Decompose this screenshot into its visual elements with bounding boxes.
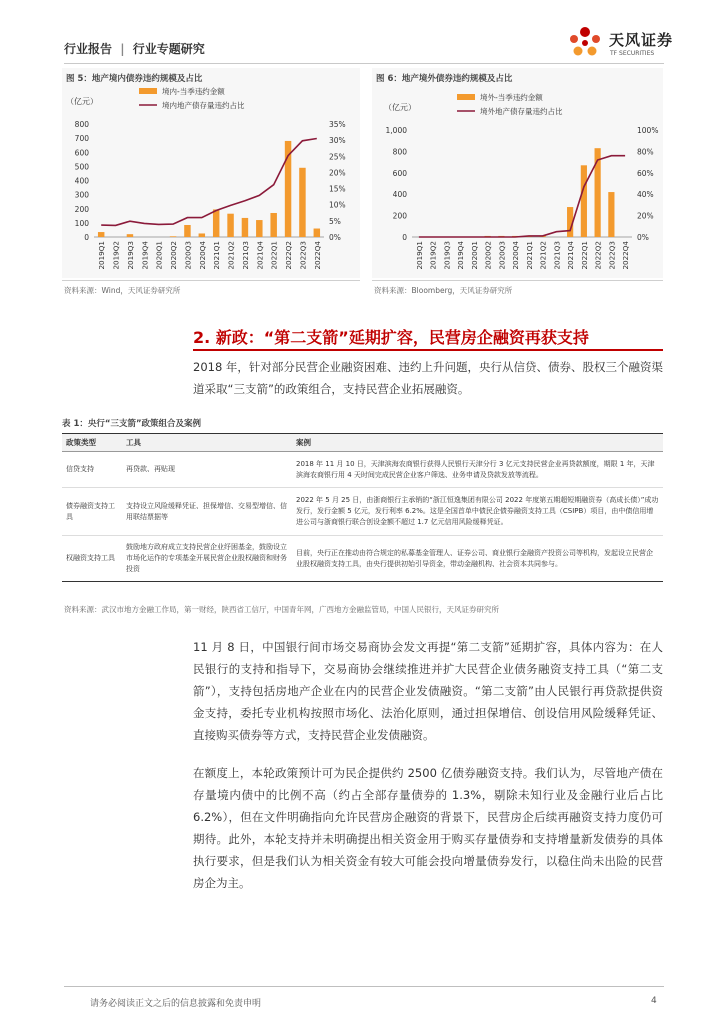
logo-name-en: TF SECURITIES	[610, 50, 655, 57]
table-title: 表 1：央行“三支箭”政策组合及案例	[62, 419, 202, 429]
x-tick-label: 2020Q2	[483, 241, 493, 270]
figure5-source-divider	[62, 280, 360, 281]
legend-bar-label: 境外-当季违约金额	[480, 93, 543, 102]
section-title-underline	[193, 349, 663, 351]
policy-tool-cell: 鼓励地方政府成立支持民营企业纾困基金，鼓励设立市场化运作的专项基金开展民营企业股权融资和财务投资	[122, 536, 292, 582]
x-tick-label: 2022Q3	[607, 241, 617, 270]
x-tick-label: 2022Q4	[312, 241, 322, 270]
report-subtype: 行业专题研究	[132, 42, 205, 56]
page-number: 4	[651, 996, 657, 1006]
report-type: 行业报告	[64, 42, 113, 56]
x-tick-label: 2020Q4	[197, 241, 207, 270]
figure6-chart	[372, 84, 663, 276]
y-right-tick-label: 100%	[637, 126, 659, 135]
figure6-source: 资料来源：Bloomberg，天风证券研究所	[374, 286, 513, 295]
y-right-tick-label: 0%	[329, 233, 341, 242]
legend-line-label: 境外地产债存量违约占比	[480, 107, 563, 116]
y-left-tick-label: 600	[74, 148, 89, 158]
policy-case-cell: 2018 年 11 月 10 日，天津滨海农商银行获得人民银行天津分行 3 亿元支持民营企业再贷款额度，期限 1 年，天津滨海农商银行用 4 天时间完成民营企业客户筛选、业务申请及贷款发放等流程。	[292, 452, 663, 488]
y-right-tick-label: 10%	[329, 200, 346, 210]
bar-2020Q4	[199, 233, 205, 237]
bar-2021Q4	[256, 220, 262, 237]
x-tick-label: 2019Q1	[97, 241, 107, 270]
bar-2022Q1	[581, 165, 587, 237]
logo-name: 天风证券	[609, 31, 674, 49]
y-left-tick-label: 800	[392, 147, 407, 157]
policy-type-cell: 权融资支持工具	[62, 536, 122, 582]
header-separator: |	[120, 42, 125, 56]
x-tick-label: 2022Q1	[269, 241, 279, 270]
bar-2022Q4	[314, 229, 320, 237]
y-left-tick-label: 0	[84, 233, 89, 242]
logo-flower-icon	[565, 24, 605, 62]
y-right-tick-label: 60%	[637, 168, 654, 178]
y-right-tick-label: 5%	[329, 216, 341, 226]
y-axis-unit-label: （亿元）	[66, 97, 98, 106]
bar-2022Q1	[270, 213, 276, 237]
y-right-tick-label: 0%	[637, 233, 649, 242]
y-left-tick-label: 600	[392, 168, 407, 178]
y-left-tick-label: 1,000	[385, 126, 407, 135]
x-tick-label: 2020Q3	[497, 241, 507, 270]
y-left-tick-label: 100	[74, 218, 89, 228]
x-tick-label: 2020Q3	[183, 241, 193, 270]
footer-disclaimer: 请务必阅读正文之后的信息披露和免责申明	[90, 999, 262, 1009]
y-axis-unit-label: （亿元）	[384, 103, 416, 112]
x-tick-label: 2019Q1	[414, 241, 424, 270]
section-title: 2. 新政：“第二支箭”延期扩容，民营房企融资再获支持	[193, 328, 589, 347]
x-tick-label: 2021Q3	[240, 241, 250, 270]
ratio-line	[101, 139, 317, 226]
x-tick-label: 2020Q1	[469, 241, 479, 270]
logo	[565, 24, 695, 64]
y-right-tick-label: 80%	[637, 147, 654, 157]
policy-case-cell: 目前，央行正在推动由符合规定的私募基金管理人、证券公司、商业银行金融资产投资公司等机构，发起设立民营企业股权融资支持工具，由央行提供初始引导资金，带动金融机构、社会资本共同参与。	[292, 536, 663, 582]
x-tick-label: 2019Q4	[456, 241, 466, 270]
table-header-cell: 工具	[122, 434, 292, 452]
x-tick-label: 2021Q2	[538, 241, 548, 270]
x-tick-label: 2021Q3	[552, 241, 562, 270]
y-left-tick-label: 200	[392, 211, 407, 221]
table-header-row	[62, 434, 663, 452]
report-header	[64, 40, 205, 57]
ratio-line	[419, 156, 625, 237]
x-tick-label: 2019Q3	[125, 241, 135, 270]
policy-tool-cell: 支持设立风险缓释凭证、担保增信、交易型增信、信用联结票据等	[122, 488, 292, 536]
x-tick-label: 2021Q4	[255, 241, 265, 270]
y-left-tick-label: 0	[402, 233, 407, 242]
body-paragraph-1: 11 月 8 日，中国银行间市场交易商协会发文再提“第二支箭”延期扩容，具体内容为：在人民银行的支持和指导下，交易商协会继续推进并扩大民营企业债务融资支持工具（“第二支箭”），支持包括房地产企业在内的民营企业发债融资。“第二支箭”由人民银行再贷款提供资金支持，委托专业机构按照市场化、法治化原则，通过担保增信、创设信用风险缓释凭证、直接购买债券等方式，支持民营企业发债融资。	[193, 640, 663, 742]
y-left-tick-label: 400	[74, 176, 89, 186]
y-left-tick-label: 700	[74, 134, 89, 144]
footer-divider	[64, 986, 664, 987]
table-header-cell: 案例	[292, 434, 663, 452]
x-tick-label: 2019Q4	[140, 241, 150, 270]
legend-bar-label: 境内-当季违约金额	[162, 87, 225, 96]
x-tick-label: 2020Q1	[154, 241, 164, 270]
x-tick-label: 2022Q3	[298, 241, 308, 270]
bar-2020Q2	[170, 236, 176, 237]
y-right-tick-label: 15%	[329, 184, 346, 194]
policy-case-cell: 2022 年 5 月 25 日，由浙商银行主承销的“浙江恒逸集团有限公司 2022 年度第五期超短期融资券（高成长债）”成功发行，发行金额 5 亿元，发行利率 6.2%。这是全国首单中债民企债券融资支持工具（CSIPB）项目，由中债信用增进公司与浙商银行联合创设金额不超过 1.7 亿元信用风险缓释凭证。	[292, 488, 663, 536]
y-left-tick-label: 300	[74, 190, 89, 200]
x-tick-label: 2021Q1	[524, 241, 534, 270]
x-tick-label: 2020Q4	[511, 241, 521, 270]
x-tick-label: 2019Q2	[111, 241, 121, 270]
header-divider	[64, 63, 664, 64]
policy-tool-cell: 再贷款、再贴现	[122, 452, 292, 488]
y-left-tick-label: 200	[74, 204, 89, 214]
legend-line-label: 境内地产债存量违约占比	[162, 101, 245, 110]
x-tick-label: 2022Q2	[593, 241, 603, 270]
policy-type-cell: 信贷支持	[62, 452, 122, 488]
y-right-tick-label: 20%	[329, 168, 346, 178]
x-tick-label: 2021Q1	[212, 241, 222, 270]
policy-table	[62, 433, 663, 582]
figure6-source-divider	[372, 280, 663, 281]
table-row	[62, 488, 663, 536]
legend-bar-swatch	[457, 94, 475, 100]
bar-2022Q3	[608, 192, 614, 237]
y-left-tick-label: 500	[74, 162, 89, 172]
table-row	[62, 536, 663, 582]
figure6-title: 图 6：地产境外债券违约规模及占比	[376, 74, 513, 84]
y-right-tick-label: 20%	[637, 211, 654, 221]
x-tick-label: 2021Q2	[226, 241, 236, 270]
figure5-title: 图 5：地产境内债券违约规模及占比	[66, 74, 203, 84]
x-tick-label: 2022Q2	[284, 241, 294, 270]
bar-2021Q3	[242, 218, 248, 237]
bar-2021Q1	[213, 209, 219, 237]
bar-2019Q1	[98, 232, 104, 237]
table-header-cell: 政策类型	[62, 434, 122, 452]
y-right-tick-label: 25%	[329, 152, 346, 162]
x-tick-label: 2019Q3	[442, 241, 452, 270]
figure5-chart	[62, 84, 360, 276]
body-paragraph-2: 在额度上，本轮政策预计可为民企提供约 2500 亿债券融资支持。我们认为，尽管地产债在存量境内债中的比例不高（约占全部存量债券的 1.3%，剔除未知行业及金融行业后占比 6.2%），但在文件明确指向允许民营房企融资的背景下，民营房企后续再融资支持力度仍可期待。此外，本轮支持并未明确提出相关资金用于购买存量债券和支持增量新发债券的具体执行要求，但是我们认为相关资金有较大可能会投向增量债券发行，以稳住尚未出险的民营房企为主。	[193, 766, 663, 890]
bar-2019Q3	[127, 234, 133, 237]
bar-2022Q3	[299, 168, 305, 237]
legend-bar-swatch	[139, 88, 157, 94]
policy-type-cell: 债券融资支持工具	[62, 488, 122, 536]
x-tick-label: 2019Q2	[428, 241, 438, 270]
x-tick-label: 2021Q4	[566, 241, 576, 270]
x-tick-label: 2020Q2	[169, 241, 179, 270]
y-right-tick-label: 40%	[637, 190, 654, 200]
y-right-tick-label: 30%	[329, 136, 346, 146]
bar-2021Q2	[227, 214, 233, 237]
intro-paragraph: 2018 年，针对部分民营企业融资困难、违约上升问题，央行从信贷、债券、股权三个融资渠道采取“三支箭”的政策组合，支持民营企业拓展融资。	[193, 360, 663, 396]
y-left-tick-label: 800	[74, 120, 89, 129]
x-tick-label: 2022Q4	[621, 241, 631, 270]
x-tick-label: 2022Q1	[579, 241, 589, 270]
y-right-tick-label: 35%	[329, 120, 346, 129]
table-source: 资料来源：武汉市地方金融工作局，第一财经，陕西省工信厅，中国青年网，广西地方金融监管局，中国人民银行，天风证券研究所	[64, 605, 499, 614]
bar-2020Q3	[184, 225, 190, 237]
figure5-source: 资料来源：Wind，天风证券研究所	[64, 286, 181, 295]
y-left-tick-label: 400	[392, 190, 407, 200]
table-row	[62, 452, 663, 488]
